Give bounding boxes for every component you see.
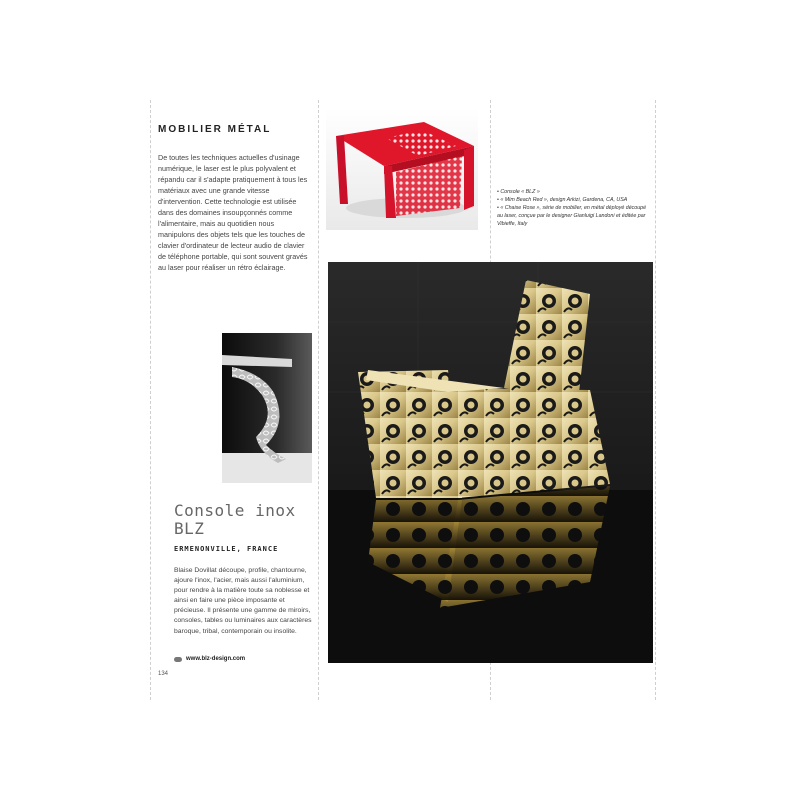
fold-line — [655, 100, 656, 700]
photo-captions — [497, 188, 647, 228]
product-description: Blaise Dovillat découpe, profile, chantourne, ajoure l'inox, l'acier, mais aussi l'aluminium, pour rendre à la matière toute sa noblesse et ainsi en faire une pièce imposante et précieuse. Il présente une gamme de miroirs, consoles, tables ou luminaires aux caractères baroque, tribal, contemporain ou insolite. — [174, 567, 312, 635]
fold-line — [150, 100, 151, 700]
section-title: MOBILIER MÉTAL — [158, 124, 272, 135]
web-link-icon — [174, 657, 182, 662]
console-photo — [222, 333, 312, 483]
caption-item: • « Mim Beach Red », design Arkizi, Gardena, CA, USA — [497, 197, 628, 204]
caption-item: • Console « BLZ » — [497, 189, 540, 195]
website-link[interactable] — [174, 656, 245, 662]
page-number: 134 — [158, 671, 169, 677]
fold-line — [318, 100, 319, 700]
caption-item: • « Chaise Rose », série de mobilier, en métal déployé découpé au laser, conçue par le designer Gianluigi Landoni et éditée par Vibieffe, Italy — [497, 205, 647, 228]
red-bench-photo — [326, 108, 478, 230]
rose-chair-photo — [328, 262, 653, 663]
website-url[interactable]: www.blz-design.com — [186, 656, 246, 662]
intro-paragraph: De toutes les techniques actuelles d'usinage numérique, le laser est le plus polyvalent et répandu car il s'adapte pratiquement à tous les matériaux avec une grande vitesse d'intervention. Cette technologie est utilisée dans des domaines insoupçonnés comme l'alimentaire, mais au quotidien nous manipulons des objets tels que les touches de clavier d'ordinateur de lecteur audio de clavier de téléphone portable, qui sont souvent gravés au laser pour réaliser un rétro éclairage. — [158, 153, 308, 272]
product-location: ERMENONVILLE, FRANCE — [174, 545, 279, 553]
product-title: Console inox BLZ — [174, 501, 296, 538]
